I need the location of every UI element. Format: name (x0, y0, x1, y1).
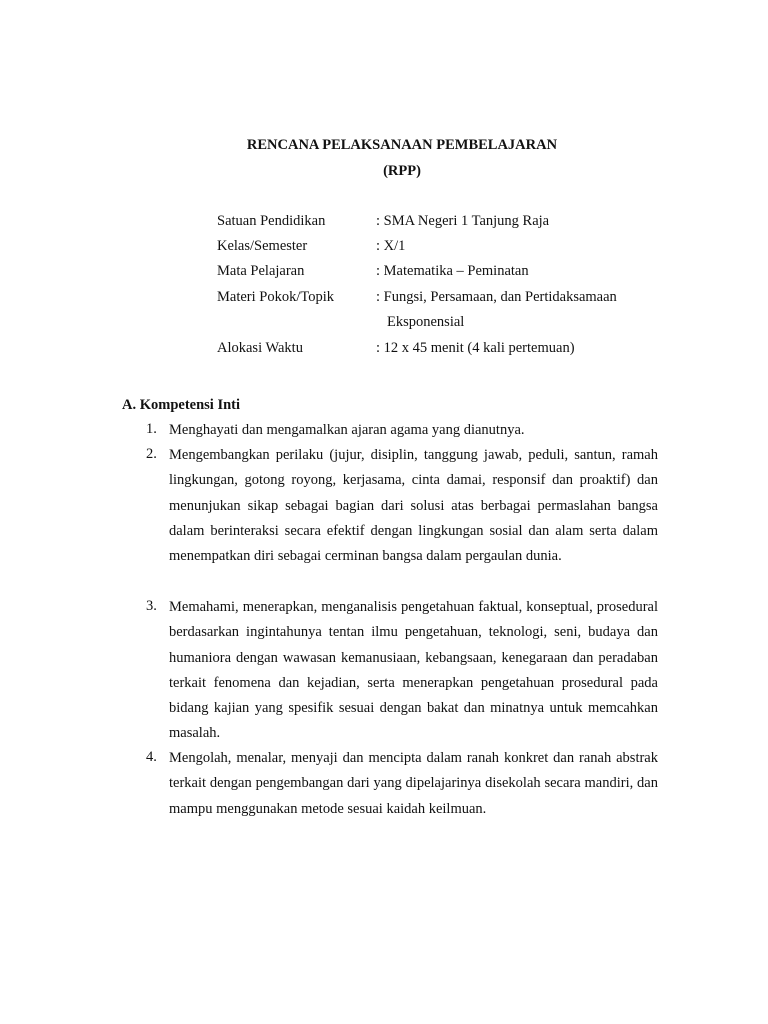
list-item-number: 4. (146, 749, 157, 765)
document-title: RENCANA PELAKSANAAN PEMBELAJARAN (246, 137, 558, 153)
list-item-text: Mengolah, menalar, menyaji dan mencipta dalam ranah konkret dan ranah abstrak terkait dengan pengembangan dari yang dipelajarinya disekolah secara mandiri, dan mampu menggunakan metode sesuai kaidah keilmuan. (169, 750, 658, 817)
list-item-text: Memahami, menerapkan, menganalisis pengetahuan faktual, konseptual, prosedural berdasarkan ingintahunya tentan ilmu pengetahuan, teknologi, seni, budaya dan humaniora dengan wawasan kemanusiaan, kebangsaan, kenegaraan dan peradaban terkait fenomena dan kejadian, serta menerapkan pengetahuan prosedural pada bidang kajian yang spesifik sesuai dengan bakat dan minatnya untuk memcahkan masalah. (169, 599, 658, 742)
list-item-number: 2. (146, 446, 157, 462)
identity-value: : 12 x 45 menit (4 kali pertemuan) (376, 340, 575, 356)
identity-label: Alokasi Waktu (217, 340, 303, 356)
identity-label: Kelas/Semester (217, 238, 308, 254)
identity-label: Satuan Pendidikan (217, 213, 326, 229)
identity-value: : SMA Negeri 1 Tanjung Raja (376, 213, 550, 229)
identity-value: : X/1 (376, 238, 406, 254)
section-heading: A. Kompetensi Inti (122, 397, 241, 413)
identity-value: : Matematika – Peminatan (376, 263, 529, 279)
identity-value-continuation: Eksponensial (387, 314, 465, 330)
list-item-number: 1. (146, 421, 157, 437)
list-item-text: Menghayati dan mengamalkan ajaran agama yang dianutnya. (169, 422, 525, 438)
list-item-number: 3. (146, 598, 157, 614)
list-item-text: Mengembangkan perilaku (jujur, disiplin, tanggung jawab, peduli, santun, ramah lingkungan, gotong royong, kerjasama, cinta damai, responsif dan proaktif) dan menunjukan sikap sebagai bagian dari solusi atas berbagai permaslahan bangsa dalam berinteraksi secara efektif dengan lingkungan sosial dan alam serta dalam menempatkan diri sebagai cerminan bangsa dalam pergaulan dunia. (169, 447, 658, 565)
identity-label: Mata Pelajaran (217, 263, 305, 279)
document-subtitle: (RPP) (383, 163, 421, 179)
identity-value: : Fungsi, Persamaan, dan Pertidaksamaan (376, 289, 617, 305)
identity-label: Materi Pokok/Topik (217, 289, 334, 305)
